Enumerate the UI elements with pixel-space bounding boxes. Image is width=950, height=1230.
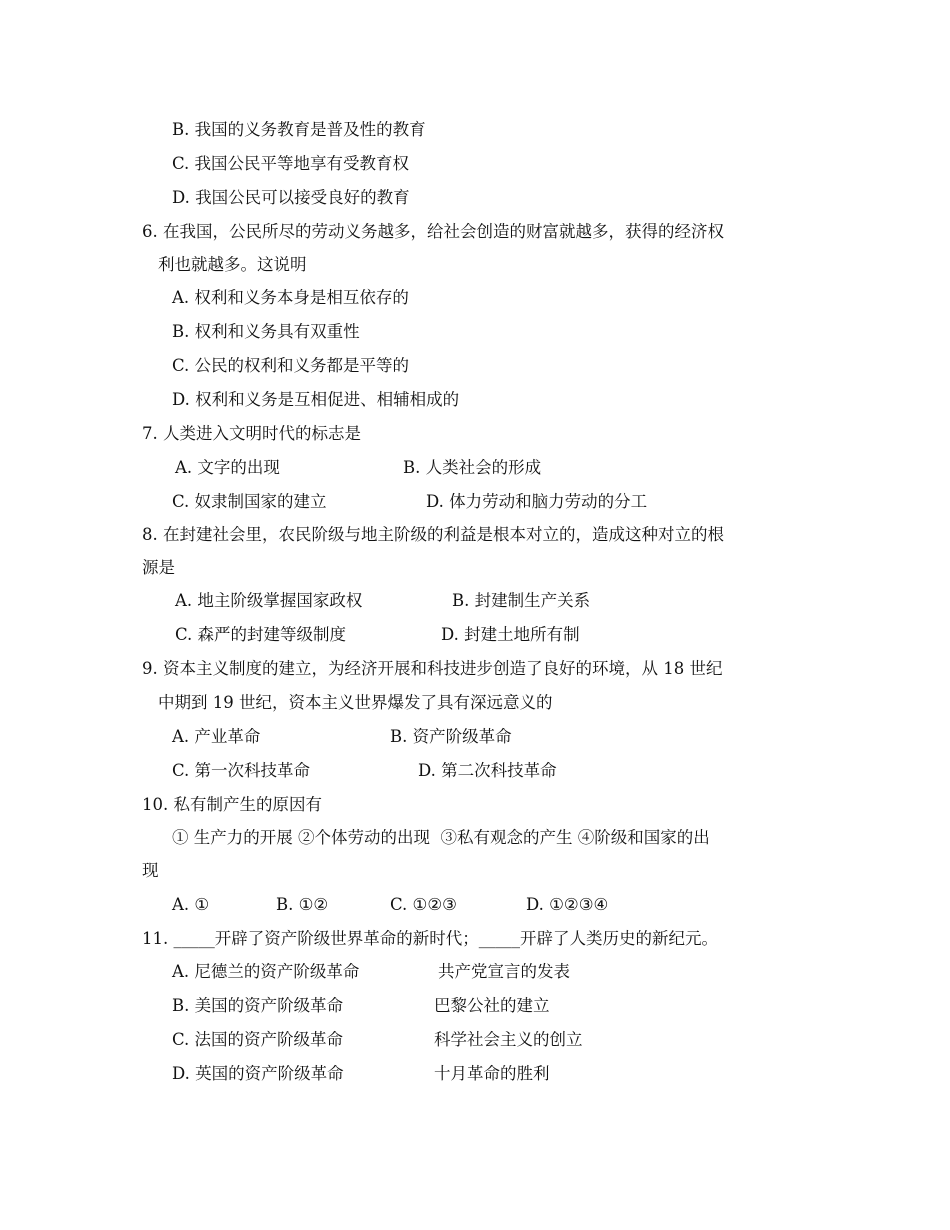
q7-option-d: D. 体力劳动和脑力劳动的分工 xyxy=(426,492,648,511)
q6-option-d: D. 权利和义务是互相促进、相辅相成的 xyxy=(172,390,460,409)
q10-option-c: C. ①②③ xyxy=(390,895,457,914)
q10-option-d: D. ①②③④ xyxy=(526,895,609,914)
q8-option-a: A. 地主阶级掌握国家政权 xyxy=(175,591,363,610)
q11-option-d-part1: D. 英国的资产阶级革命 xyxy=(172,1064,344,1083)
q9-option-d: D. 第二次科技革命 xyxy=(418,761,557,780)
q6-stem-line2: 利也就越多。这说明 xyxy=(158,255,307,274)
q11-option-b-part1: B. 美国的资产阶级革命 xyxy=(172,996,344,1015)
q11-option-b-part2: 巴黎公社的建立 xyxy=(434,996,550,1015)
q8-option-c: C. 森严的封建等级制度 xyxy=(175,625,347,644)
q10-items-line2: 现 xyxy=(142,861,159,880)
q8-option-d: D. 封建土地所有制 xyxy=(441,625,580,644)
q6-option-b: B. 权利和义务具有双重性 xyxy=(172,322,360,341)
q10-option-b: B. ①② xyxy=(276,895,329,914)
q10-items-line1: ① 生产力的开展 ②个体劳动的出现 ③私有观念的产生 ④阶级和国家的出 xyxy=(172,828,710,847)
q11-option-a-part1: A. 尼德兰的资产阶级革命 xyxy=(172,962,360,981)
q6-option-c: C. 公民的权利和义务都是平等的 xyxy=(172,356,410,375)
q9-option-c: C. 第一次科技革命 xyxy=(172,761,311,780)
q11-option-a-part2: 共产党宣言的发表 xyxy=(438,962,570,981)
q9-stem-line1: 9. 资本主义制度的建立，为经济开展和科技进步创造了良好的环境，从 18 世纪 xyxy=(142,659,723,678)
q8-stem-line1: 8. 在封建社会里，农民阶级与地主阶级的利益是根本对立的，造成这种对立的根 xyxy=(142,525,724,544)
q11-option-c-part2: 科学社会主义的创立 xyxy=(434,1030,583,1049)
q7-stem: 7. 人类进入文明时代的标志是 xyxy=(142,424,361,443)
q7-option-b: B. 人类社会的形成 xyxy=(403,458,542,477)
q5-option-c: C. 我国公民平等地享有受教育权 xyxy=(172,154,410,173)
q7-option-a: A. 文字的出现 xyxy=(175,458,280,477)
q8-stem-line2: 源是 xyxy=(142,558,175,577)
q6-option-a: A. 权利和义务本身是相互依存的 xyxy=(172,288,409,307)
q11-option-d-part2: 十月革命的胜利 xyxy=(434,1064,550,1083)
q5-option-d: D. 我国公民可以接受良好的教育 xyxy=(172,188,410,207)
q11-stem: 11. _____开辟了资产阶级世界革命的新时代；_____开辟了人类历史的新纪元。 xyxy=(142,929,718,948)
q9-option-b: B. 资产阶级革命 xyxy=(390,727,512,746)
q11-option-c-part1: C. 法国的资产阶级革命 xyxy=(172,1030,344,1049)
q10-option-a: A. ① xyxy=(172,895,210,914)
q5-option-b: B. 我国的义务教育是普及性的教育 xyxy=(172,120,426,139)
q10-stem: 10. 私有制产生的原因有 xyxy=(142,795,322,814)
q8-option-b: B. 封建制生产关系 xyxy=(452,591,591,610)
q6-stem-line1: 6. 在我国，公民所尽的劳动义务越多，给社会创造的财富就越多，获得的经济权 xyxy=(142,222,724,241)
q9-stem-line2: 中期到 19 世纪，资本主义世界爆发了具有深远意义的 xyxy=(158,693,553,712)
q7-option-c: C. 奴隶制国家的建立 xyxy=(172,492,327,511)
q9-option-a: A. 产业革命 xyxy=(172,727,261,746)
